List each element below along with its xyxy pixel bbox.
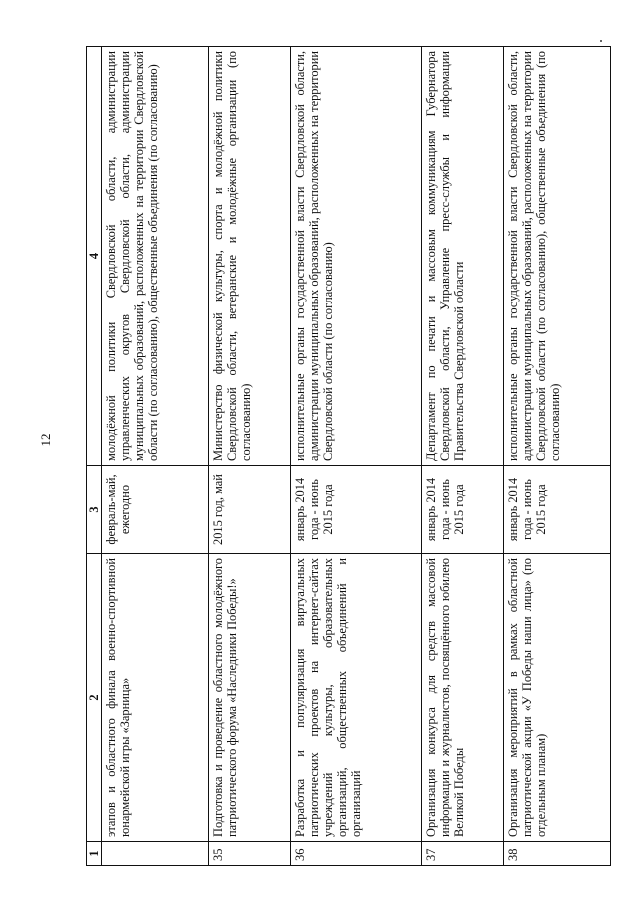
period-cell: январь 2014 года - июнь 2015 года [422,466,504,554]
scan-speck [600,40,602,42]
event-cell: этапов и областного финала военно-спортивной юнармейской игры «Зарница» [102,554,209,842]
executors-cell: молодёжной политики Свердловской области, администрации управленческих округов Свердловской области, администрации муниципальных образований, расположенных на территории Свердловской области (по согласованию), общественные объединения (по согласованию) [102,47,209,466]
row-number: 35 [208,842,290,866]
events-table [86,46,611,866]
table-header-row [87,47,102,866]
event-cell: Организация конкурса для средств массовой информации и журналистов, посвящённого юбилею Великой Победы [422,554,504,842]
header-col-2: 2 [87,554,102,842]
table-row [422,47,504,866]
event-cell: Разработка и популяризация виртуальных патриотических проектов на интернет-сайтах учреждений культуры, образовательных организаций, общественных объединений и организаций [290,554,421,842]
table-row [208,47,290,866]
header-col-3: 3 [87,466,102,554]
executors-cell: исполнительные органы государственной власти Свердловской области, администрации муниципальных образований, расположенных на территории Свердловской области (по согласованию), общественные объединения (по согласованию) [504,47,611,466]
period-cell: 2015 год, май [208,466,290,554]
table-row [102,47,209,866]
event-cell: Подготовка и проведение областного молодёжного патриотического форума «Наследники Победы!» [208,554,290,842]
executors-cell: Министерство физической культуры, спорта и молодёжной политики Свердловской области, ветеранские и молодёжные организации (по согласованию) [208,47,290,466]
executors-cell: исполнительные органы государственной власти Свердловской области, администрации муниципальных образований, расположенных на территории Свердловской области (по согласованию) [290,47,421,466]
table-row [504,47,611,866]
row-number [102,842,209,866]
table-row [290,47,421,866]
event-cell: Организация мероприятий в рамках областной патриотической акции «У Победы наши лица» (по отдельным планам) [504,554,611,842]
header-col-1: 1 [87,842,102,866]
row-number: 37 [422,842,504,866]
header-col-4: 4 [87,47,102,466]
period-cell: январь 2014 года - июнь 2015 года [290,466,421,554]
row-number: 36 [290,842,421,866]
executors-cell: Департамент по печати и массовым коммуникациям Губернатора Свердловской области, Управление пресс-службы и информации Правительства Свердловской области [422,47,504,466]
rotated-table-wrapper [86,46,611,866]
page-number: 12 [38,433,53,447]
period-cell: февраль-май, ежегодно [102,466,209,554]
period-cell: январь 2014 года - июнь 2015 года [504,466,611,554]
row-number: 38 [504,842,611,866]
